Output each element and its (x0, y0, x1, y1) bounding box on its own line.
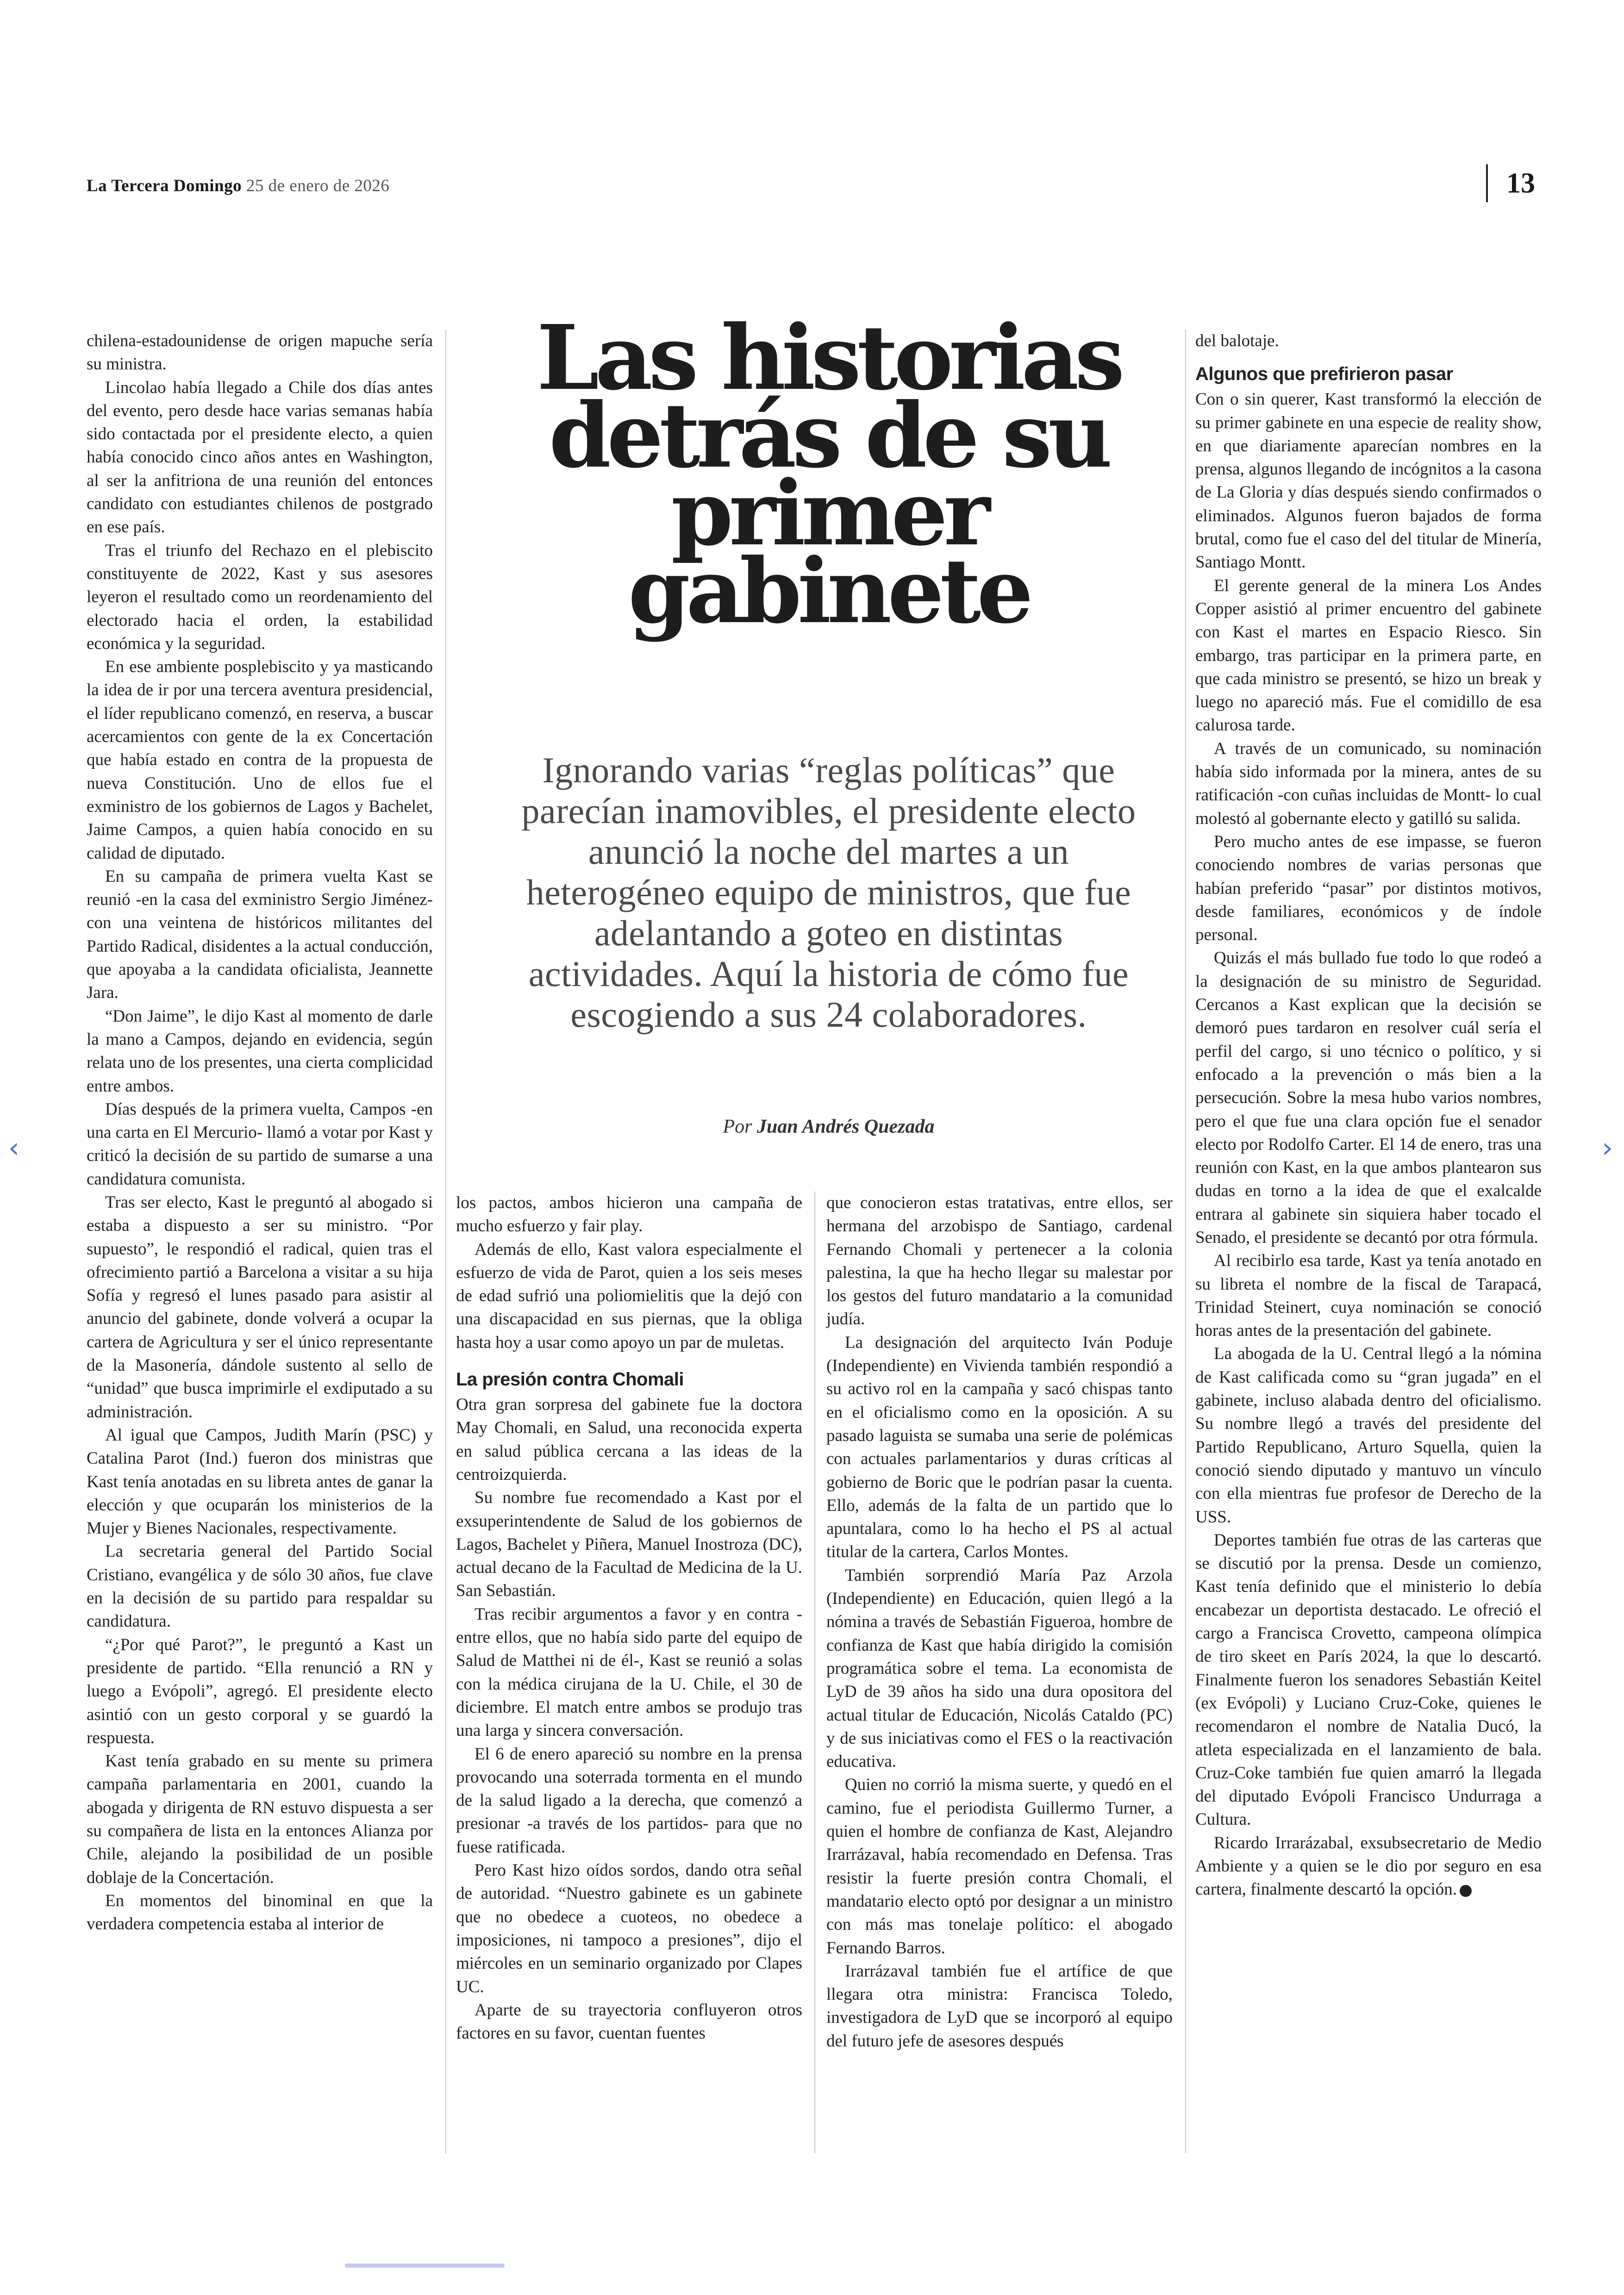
paragraph: los pactos, ambos hicieron una campaña de mucho esfuerzo y fair play. (456, 1193, 802, 1236)
paragraph: Kast tenía grabado en su mente su primera campaña parlamentaria en 2001, cuando la abogada y dirigenta de RN estuvo dispuesta a ser su compañera de lista en la entonces Alianza por Chile, alejando la posibilidad de un posible doblaje de la Concertación. (87, 1752, 433, 1887)
subhead-chomali: La presión contra Chomali (456, 1369, 684, 1390)
paragraph: Tras el triunfo del Rechazo en el plebiscito constituyente de 2022, Kast y sus asesores leyeron el resultado como un reordenamiento del electorado hacia el orden, la estabilidad económica y la seguridad. (87, 541, 433, 653)
paragraph: Tras ser electo, Kast le preguntó al abogado si estaba a dispuesto a ser su ministro. “Por supuesto”, le respondió el radical, quien tras el ofrecimiento partió a Barcelona a visitar a su hija Sofía y regresó el lunes pasado para asistir al anuncio del gabinete, donde volverá a ocupar la cartera de Agricultura y ser el único representante de la Masonería, dándole sustento al sello de “unidad” que busca imprimirle el exdiputado a su administración. (87, 1192, 433, 1422)
column-divider (445, 330, 446, 2153)
byline-prefix: Por (723, 1116, 752, 1137)
paragraph: También sorprendió María Paz Arzola (Independiente) en Educación, quien llegó a la nómina a través de Sebastián Figueroa, hombre de confianza de Kast que había dirigido la comisión programática sobre el tema. La economista de LyD de 39 años ha sido una dura opositora del actual titular de Educación, Nicolás Cataldo (PC) y de sus iniciativas como el FES o la reactivación educativa. (826, 1565, 1173, 1771)
column-4 (1195, 330, 1542, 1902)
paragraph: En su campaña de primera vuelta Kast se reunió -en la casa del exministro Sergio Jiménez- con una veintena de históricos militantes del Partido Radical, disidentes a la actual conducción, que apoyaba a la candidata oficialista, Jeannette Jara. (87, 867, 433, 1003)
paragraph: La secretaria general del Partido Social Cristiano, evangélica y de sólo 30 años, fue clave en la decisión de su partido para respaldar su candidatura. (87, 1542, 433, 1631)
paragraph: “¿Por qué Parot?”, le preguntó a Kast un presidente de partido. “Ella renunció a RN y luego a Evópoli”, agregó. El presidente electo asintió con un gesto corporal y se guardó la respuesta. (87, 1635, 433, 1747)
paragraph: Su nombre fue recomendado a Kast por el exsuperintendente de Salud de los gobiernos de Lagos, Bachelet y Piñera, Manuel Inostroza (DC), actual decano de la Facultad de Medicina de la U. San Sebastián. (456, 1488, 802, 1601)
paragraph: Aparte de su trayectoria confluyeron otros factores en su favor, cuentan fuentes (456, 2000, 802, 2043)
headline: Las historias detrás de su primer gabinete (537, 306, 1121, 643)
paragraph: Quizás el más bullado fue todo lo que rodeó a la designación de su ministro de Seguridad. Cercanos a Kast explican que la decisión se demoró pues tardaron en resolver cuál sería el perfil del cargo, si uno técnico o político, y si enfocado a la prevención o más bien a la persecución. Sobre la mesa hubo varios nombres, pero el que fue una clara opción fue el senador electo por Rodolfo Carter. El 14 de enero, tras una reunión con Kast, en la que ambos plantearon sus dudas en torno a la idea de que el exalcalde entrara al gabinete sin siquiera haber tocado el Senado, el presidente se decantó por otra fórmula. (1195, 948, 1542, 1247)
paragraph: chilena-estadounidense de origen mapuche sería su ministra. (87, 331, 433, 374)
column-2 (456, 1191, 802, 2045)
paragraph: del balotaje. (1195, 331, 1279, 350)
publication-name: La Tercera Domingo (87, 176, 242, 195)
paragraph: Al recibirlo esa tarde, Kast ya tenía anotado en su libreta el nombre de la fiscal de Tarapacá, Trinidad Steinert, cuya nominación se conoció horas antes de la presentación del gabinete. (1195, 1251, 1542, 1341)
end-mark-icon (1460, 1885, 1472, 1897)
paragraph: “Don Jaime”, le dijo Kast al momento de darle la mano a Campos, dejando en evidencia, según relata uno de los presentes, una cierta complicidad entre ambos. (87, 1006, 433, 1096)
paragraph: El 6 de enero apareció su nombre en la prensa provocando una soterrada tormenta en el mundo de la salud ligado a la derecha, que comenzó a presionar -a través de los partidos- para que no fuese ratificada. (456, 1744, 802, 1857)
column-3 (826, 1191, 1173, 2053)
column-divider (1185, 330, 1186, 2153)
byline (505, 1116, 1153, 1138)
paragraph: Días después de la primera vuelta, Campos -en una carta en El Mercurio- llamó a votar por Kast y criticó la decisión de su partido de sumarse a una candidatura comunista. (87, 1099, 433, 1189)
scroll-indicator[interactable] (345, 2264, 505, 2268)
paragraph: En ese ambiente posplebiscito y ya masticando la idea de ir por una tercera aventura presidencial, el líder republicano comenzó, en reserva, a buscar acercamientos con gente de la ex Concertación que había estado en contra de la propuesta de nueva Constitución. Uno de ellos fue el exministro de los gobiernos de Lagos y Bachelet, Jaime Campos, a quien había conocido en su calidad de diputado. (87, 657, 433, 863)
paragraph-final (1195, 1832, 1542, 1902)
publication-date: 25 de enero de 2026 (246, 176, 390, 195)
next-page-icon[interactable]: › (1602, 1132, 1613, 1164)
paragraph: Deportes también fue otras de las carteras que se discutió por la prensa. Desde un comienzo, Kast tenía definido que el ministerio lo debía encabezar un deportista destacado. Le ofreció el cargo a Francisca Crovetto, campeona olímpica de tiro skeet en París 2024, la que lo descartó. Finalmente fueron los senadores Sebastián Keitel (ex Evópoli) y Luciano Cruz-Coke, quienes le recomendaron el nombre de Natalia Ducó, la atleta especializada en el lanzamiento de bala. Cruz-Coke también fue quien amarró la llegada del diputado Evópoli Francisco Undurraga a Cultura. (1195, 1530, 1542, 1829)
deck: Ignorando varias “reglas políticas” que parecían inamovibles, el presidente electo anunció la noche del martes a un heterogéneo equipo de ministros, que fue adelantando a goteo en distintas actividades. Aquí la historia de cómo fue escogiendo a sus 24 colaboradores. (521, 750, 1136, 1035)
paragraph-final-text: Ricardo Irrarázabal, exsubsecretario de Medio Ambiente y a quien se le dio por seguro en esa cartera, finalmente descartó la opción. (1195, 1833, 1542, 1899)
paragraph: Pero Kast hizo oídos sordos, dando otra señal de autoridad. “Nuestro gabinete es un gabinete que no obedece a cuoteos, no obedece a imposiciones, ni tampoco a presiones”, dijo el miércoles en un seminario organizado por Clapes UC. (456, 1861, 802, 1996)
column-1 (87, 330, 433, 1936)
page-number: 13 (1486, 164, 1535, 202)
paragraph: Además de ello, Kast valora especialmente el esfuerzo de vida de Parot, quien a los seis meses de edad sufrió una poliomielitis que la dejó con una discapacidad en sus piernas, que la obliga hasta hoy a usar como apoyo un par de muletas. (456, 1240, 802, 1352)
paragraph: que conocieron estas tratativas, entre ellos, ser hermana del arzobispo de Santiago, cardenal Fernando Chomali y pertenecer a la colonia palestina, la que ha hecho llegar su malestar por los gestos del futuro mandatario a la comunidad judía. (826, 1193, 1173, 1329)
header-publication (87, 176, 389, 196)
paragraph: Tras recibir argumentos a favor y en contra -entre ellos, que no había sido parte del equipo de Salud de Matthei ni de él-, Kast se reunió a solas con la médica cirujana de la U. Chile, el 30 de diciembre. El match entre ambos se produjo tras una larga y sincera conversación. (456, 1604, 802, 1740)
paragraph: A través de un comunicado, su nominación había sido informada por la minera, antes de su ratificación -con cuñas incluidas de Montt- lo cual molestó al gobernante electo y gatilló su salida. (1195, 739, 1542, 828)
paragraph: Otra gran sorpresa del gabinete fue la doctora May Chomali, en Salud, una reconocida experta en salud pública cercana a las ideas de la centroizquierda. (456, 1395, 802, 1484)
paragraph: Al igual que Campos, Judith Marín (PSC) y Catalina Parot (Ind.) fueron dos ministras que Kast tenía anotadas en su libreta antes de ganar la elección y que ocuparán los ministerios de la Mujer y Bienes Nacionales, respectivamente. (87, 1425, 433, 1538)
byline-author: Juan Andrés Quezada (756, 1116, 935, 1137)
paragraph: La designación del arquitecto Iván Poduje (Independiente) en Vivienda también respondió a su activo rol en la campaña y sacó chispas tanto en el oficialismo como en la oposición. A su pasado laguista se sumaba una serie de polémicas con actuales parlamentarios y duras críticas al gobierno de Boric que le podrían pasar la cuenta. Ello, además de la falta de un partido que lo apuntalara, como lo ha hecho el PS al actual titular de la cartera, Carlos Montes. (826, 1333, 1173, 1562)
subhead-pasar: Algunos que prefirieron pasar (1195, 364, 1453, 385)
paragraph: Lincolao había llegado a Chile dos días antes del evento, pero desde hace varias semanas había sido contactada por el presidente electo, a quien había conocido cinco años antes en Washington, al ser la anfitriona de una reunión del entonces candidato con estudiantes chilenos de postgrado en ese país. (87, 378, 433, 537)
paragraph: Pero mucho antes de ese impasse, se fueron conociendo nombres de varias personas que habían preferido “pasar” por distintos motivos, desde familiares, económicos y de índole personal. (1195, 832, 1542, 945)
paragraph: Quien no corrió la misma suerte, y quedó en el camino, fue el periodista Guillermo Turner, a quien el hombre de confianza de Kast, Alejandro Irarrázaval, había recomendado en Defensa. Tras resistir la fuerte presión contra Chomali, el mandatario electo optó por designar a un ministro con más mas tonelaje político: el abogado Fernando Barros. (826, 1775, 1173, 1958)
paragraph: La abogada de la U. Central llegó a la nómina de Kast calificada como su “gran jugada” en el gabinete, incluso alabada dentro del oficialismo. Su nombre llegó a través del presidente del Partido Republicano, Arturo Squella, quien la conoció siendo diputado y mantuvo un vínculo con ella mientras fue profesor de Derecho de la USS. (1195, 1344, 1542, 1527)
paragraph: En momentos del binominal en que la verdadera competencia estaba al interior de (87, 1891, 433, 1934)
column-divider (814, 1191, 815, 2153)
paragraph: Con o sin querer, Kast transformó la elección de su primer gabinete en una especie de reality show, en que diariamente aparecían nombres en la prensa, algunos llegando de incógnitos a la casona de La Gloria y días después siendo confirmados o eliminados. Algunos fueron bajados de forma brutal, como fue el caso del del titular de Minería, Santiago Montt. (1195, 390, 1542, 572)
paragraph: El gerente general de la minera Los Andes Copper asistió al primer encuentro del gabinete con Kast el martes en Espacio Riesco. Sin embargo, tras participar en la primera parte, en que cada ministro se presentó, se hizo un break y luego no apareció más. Fue el comidillo de esa calurosa tarde. (1195, 576, 1542, 735)
prev-page-icon[interactable]: ‹ (8, 1132, 19, 1164)
paragraph: Irarrázaval también fue el artífice de que llegara otra ministra: Francisca Toledo, investigadora de LyD que se incorporó al equipo del futuro jefe de asesores después (826, 1961, 1173, 2051)
